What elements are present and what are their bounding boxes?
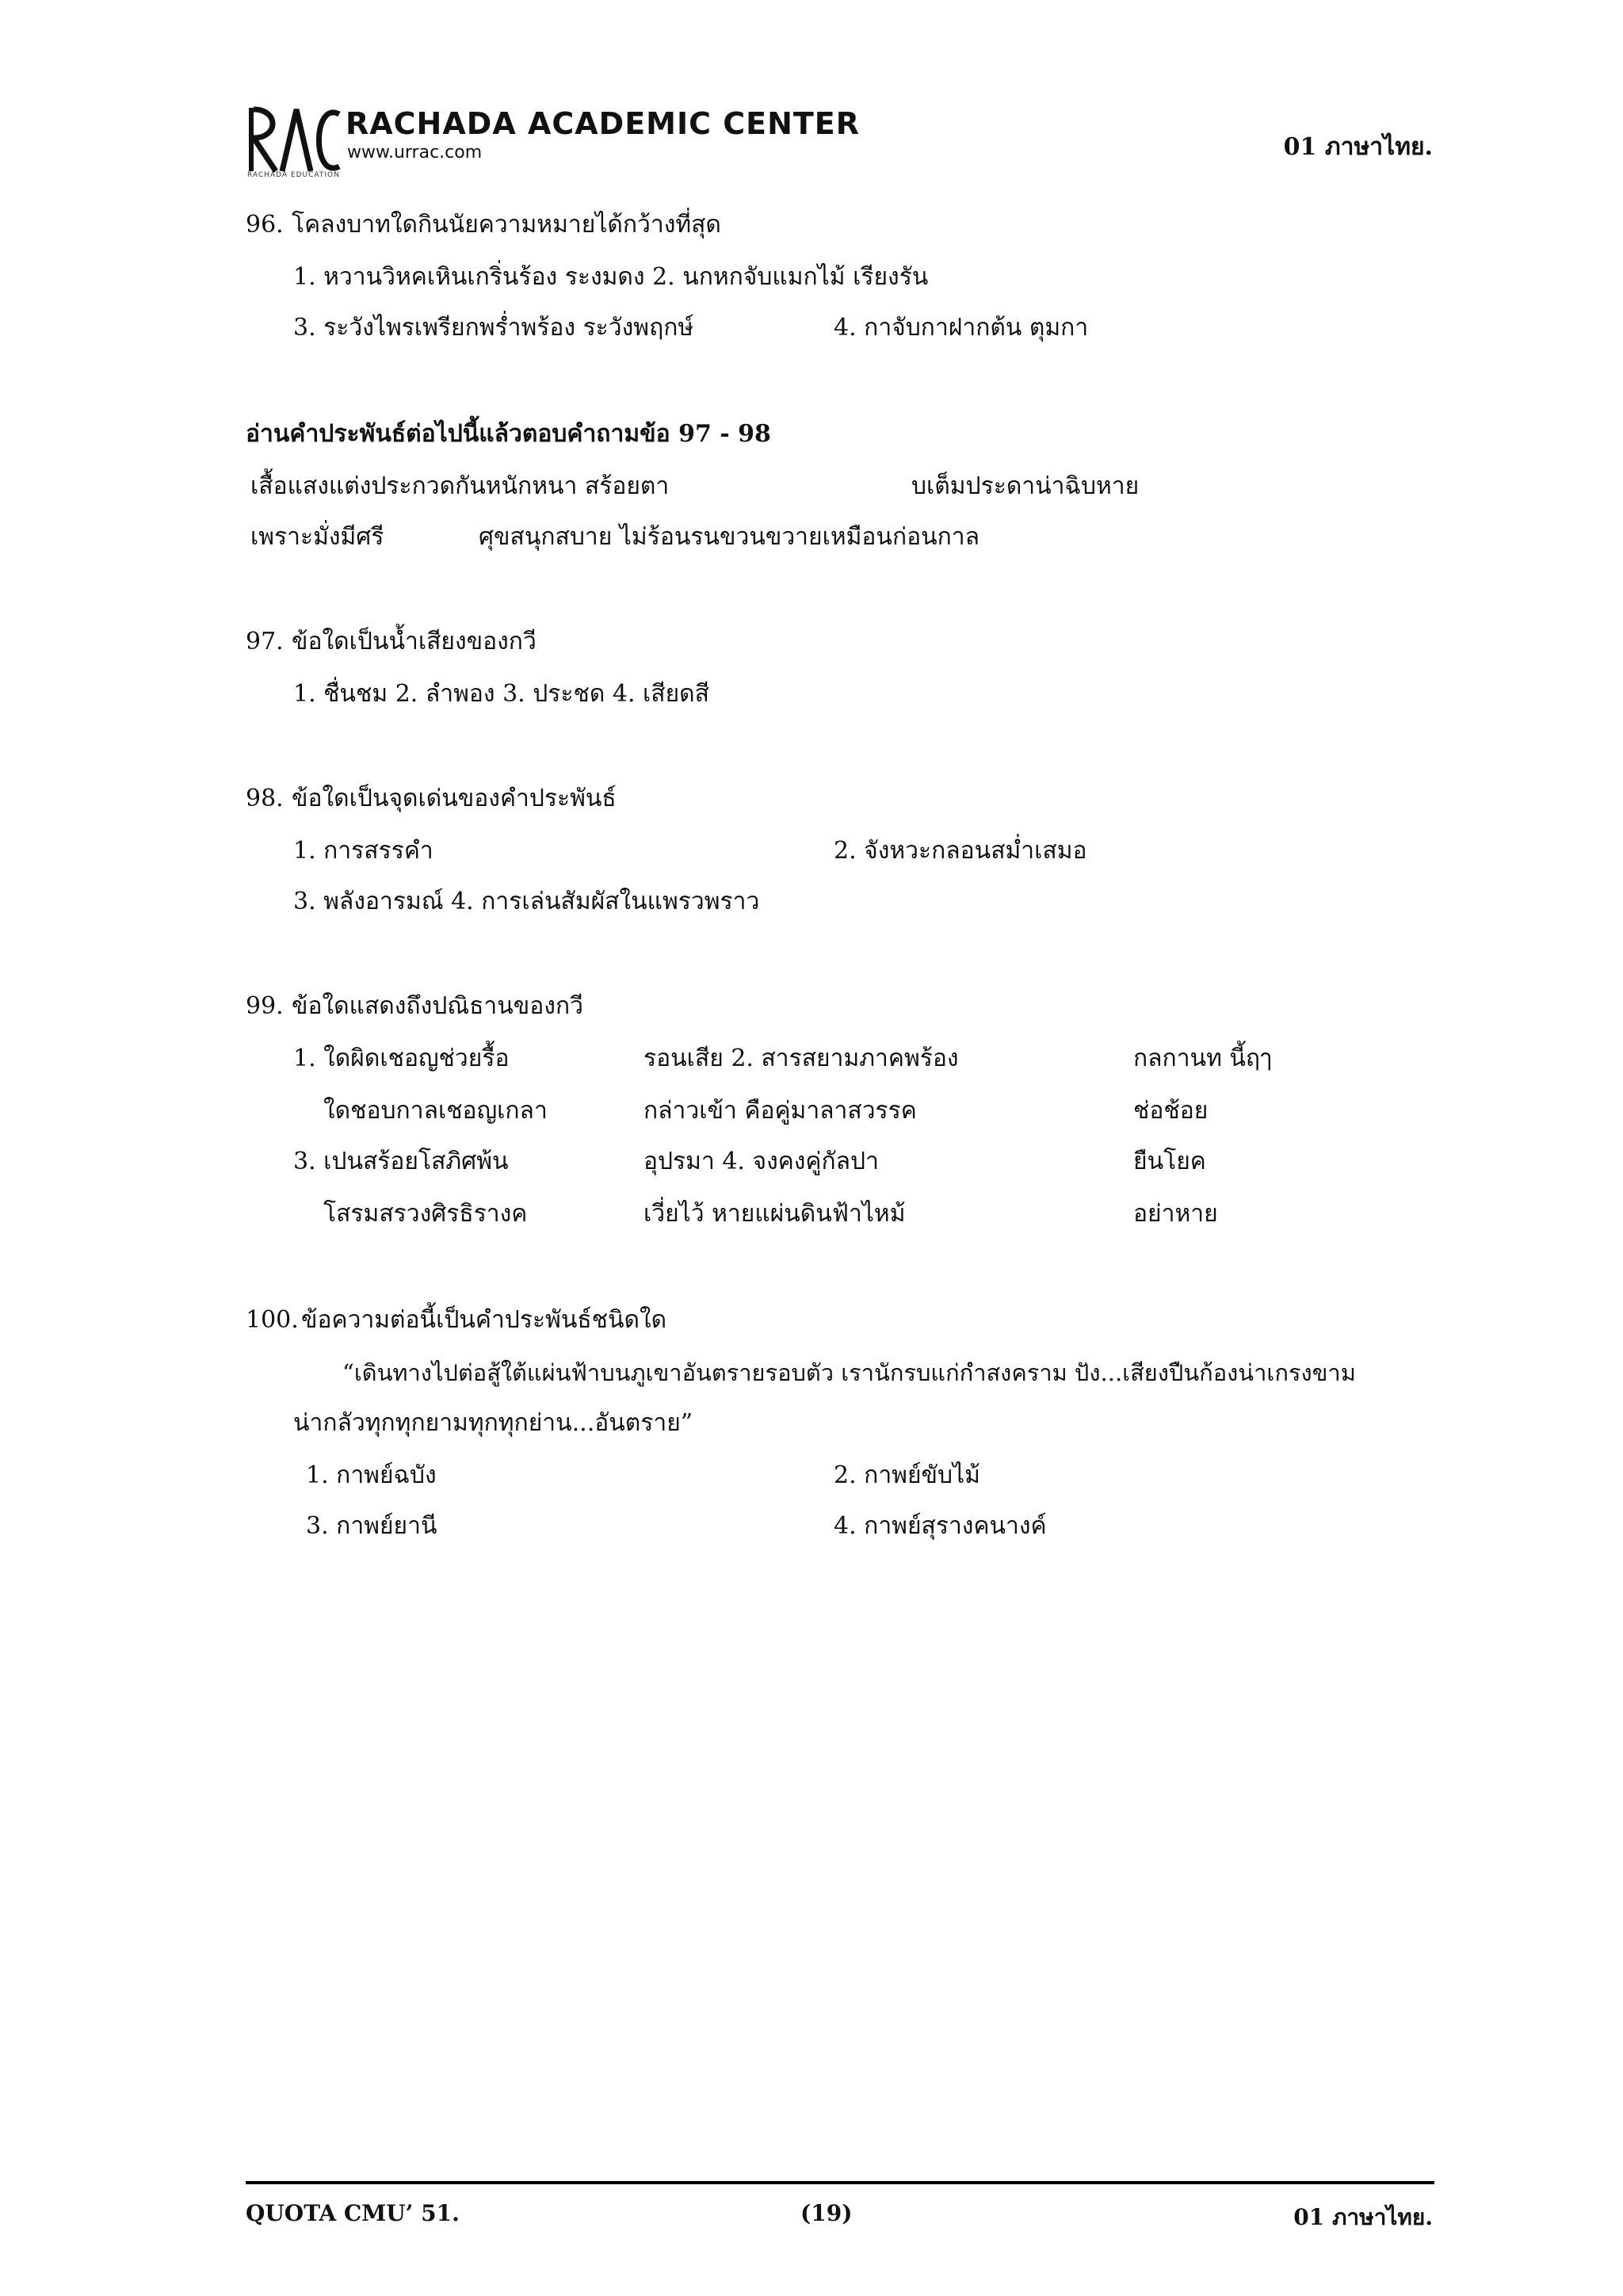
- q99-row4-col1: โสรมสรวงศิรธิรางค: [323, 1200, 528, 1228]
- logo: [247, 103, 342, 178]
- q100-option-1: 1. กาพย์ฉบัง: [306, 1461, 437, 1489]
- q98-number: 98.: [246, 785, 284, 812]
- passage-line-1a: เสื้อแสงแต่งประกวดกันหนักหนา สร้อยตา: [250, 472, 670, 500]
- q98-option-1: 1. การสรรคำ: [293, 837, 433, 865]
- q99-row3-col2: อุปรมา 4. จงคงคู่กัลปา: [643, 1148, 879, 1175]
- q96-text: โคลงบาทใดกินนัยความหมายได้กว้างที่สุด: [292, 211, 721, 239]
- q96-option-1-2: 1. หวานวิหคเหินเกริ่นร้อง ระงมดง 2. นกหกจับแมกไม้ เรียงรัน: [293, 263, 929, 291]
- q99-row1-col1: 1. ใดผิดเชอญช่วยรื้อ: [293, 1045, 510, 1072]
- q99-row1-col2: รอนเสีย 2. สารสยามภาคพร้อง: [643, 1045, 959, 1072]
- q96-option-3: 3. ระวังไพรเพรียกพร่ำพร้อง ระวังพฤกษ์: [293, 314, 694, 342]
- q99-text: ข้อใดแสดงถึงปณิธานของกวี: [292, 992, 583, 1020]
- footer-subject: 01 ภาษาไทย.: [1293, 2204, 1433, 2230]
- header-subject: 01 ภาษาไทย.: [1283, 133, 1433, 161]
- rac-logo-icon: [247, 103, 342, 178]
- logo-mark-text: RAC: [247, 103, 250, 104]
- passage-line-1b: บเต็มประดาน่าฉิบหาย: [911, 472, 1140, 500]
- footer-divider: [246, 2181, 1434, 2184]
- passage-instruction: อ่านคำประพันธ์ต่อไปนี้แล้วตอบคำถามข้อ 97 - 98: [246, 420, 771, 448]
- q99-number: 99.: [246, 992, 284, 1020]
- q99-row4-col2: เวี่ยไว้ หายแผ่นดินฟ้าไหม้: [643, 1200, 906, 1228]
- q100-option-2: 2. กาพย์ขับไม้: [834, 1461, 980, 1489]
- q99-row3-col1: 3. เปนสร้อยโสภิศพ้น: [293, 1148, 509, 1175]
- q100-quote-line-2: น่ากลัวทุกทุกยามทุกทุกย่าน...อันตราย”: [293, 1409, 693, 1437]
- logo-title: RACHADA ACADEMIC CENTER: [346, 106, 861, 141]
- q97-number: 97.: [246, 628, 284, 655]
- q100-option-3: 3. กาพย์ยานี: [306, 1512, 437, 1540]
- q100-number: 100.: [246, 1306, 299, 1334]
- q98-text: ข้อใดเป็นจุดเด่นของคำประพันธ์: [292, 785, 617, 812]
- q98-option-2: 2. จังหวะกลอนสม่ำเสมอ: [834, 837, 1087, 865]
- q99-row2-col1: ใดชอบกาลเชอญเกลา: [323, 1097, 548, 1125]
- footer-exam-name: QUOTA CMU’ 51.: [246, 2200, 460, 2226]
- q100-option-4: 4. กาพย์สุรางคนางค์: [834, 1512, 1047, 1540]
- q100-quote-line-1: “เดินทางไปต่อสู้ใต้แผ่นฟ้าบนภูเขาอันตรายรอบตัว เรานักรบแก่กำสงคราม ปัง...เสียงปืนก้องน่าเกรงขาม: [342, 1359, 1356, 1386]
- q99-row4-col3: อย่าหาย: [1133, 1200, 1218, 1228]
- footer-page-number: (19): [800, 2200, 853, 2226]
- q98-option-3-4: 3. พลังอารมณ์ 4. การเล่นสัมผัสในแพรวพราว: [293, 888, 760, 915]
- q99-row2-col2: กล่าวเข้า คือคู่มาลาสวรรค: [643, 1097, 917, 1125]
- q96-number: 96.: [246, 211, 284, 239]
- passage-line-2a: เพราะมั่งมีศรี: [250, 523, 384, 551]
- q97-options: 1. ชื่นชม 2. ลำพอง 3. ประชด 4. เสียดสี: [293, 680, 709, 708]
- q100-text: ข้อความต่อนี้เป็นคำประพันธ์ชนิดใด: [301, 1306, 667, 1334]
- q96-option-4: 4. กาจับกาฝากต้น ตุมกา: [834, 314, 1089, 342]
- q97-text: ข้อใดเป็นน้ำเสียงของกวี: [292, 628, 537, 655]
- logo-url: www.urrac.com: [347, 143, 483, 162]
- logo-subtitle: RACHADA EDUCATION: [247, 171, 340, 179]
- q99-row2-col3: ช่อช้อย: [1133, 1097, 1209, 1125]
- q99-row1-col3: กลกานท นี้ฤๅ: [1133, 1045, 1272, 1072]
- passage-line-2b: ศุขสนุกสบาย ไม่ร้อนรนขวนขวายเหมือนก่อนกาล: [479, 523, 980, 551]
- q99-row3-col3: ยืนโยค: [1133, 1148, 1206, 1175]
